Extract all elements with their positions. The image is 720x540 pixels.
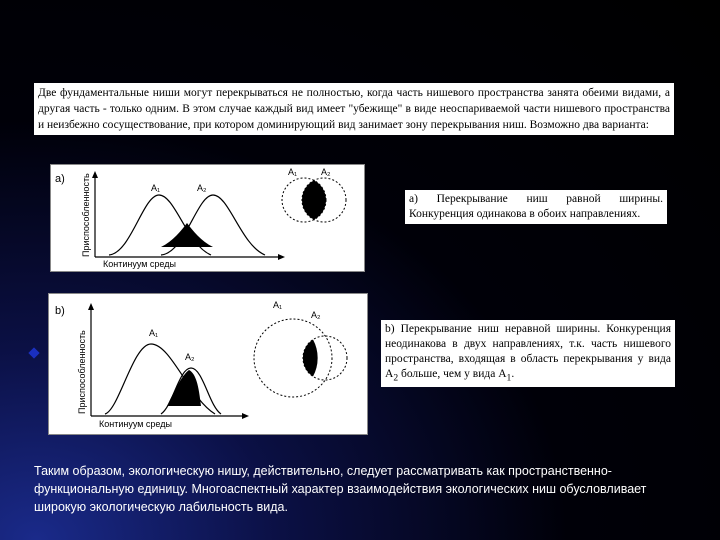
figure-b-description-sub2: 2 xyxy=(393,372,399,384)
venn-a2-label: A₂ xyxy=(321,167,331,177)
figure-b-description-middle: больше, чем у вида A xyxy=(398,368,507,380)
curve-a2-label: A₂ xyxy=(197,183,207,193)
venn-a2-label: A₂ xyxy=(311,310,321,320)
y-axis-arrow xyxy=(88,303,94,310)
conclusion-paragraph: Таким образом, экологическую нишу, действительно, следует рассматривать как пространственно-функциональную единицу. Многоаспектный характер взаимодействия экологических ниш обусловливает широкую экологическую лабильность вида. xyxy=(34,464,647,514)
venn-overlap xyxy=(303,340,318,377)
intro-paragraph: Две фундаментальные ниши могут перекрываться не полностью, когда часть нишевого пространства занята обеими видами, а другая часть - только одним. В этом случае каждый вид имеет "убежище" в виде неоспариваемой части нишевого пространства и неизбежно сосуществование, при котором доминирующий вид занимает зону перекрывания ниш. Возможно два варианта: xyxy=(34,83,674,135)
figure-b-label: b) xyxy=(55,305,65,317)
curve-a1-label: A₁ xyxy=(151,183,161,193)
figure-a-graph-panel xyxy=(50,164,365,272)
overlap-area xyxy=(161,223,213,247)
curve-a2-label: A₂ xyxy=(185,352,195,362)
x-axis-label: Континуум среды xyxy=(99,419,172,429)
x-axis-arrow xyxy=(278,254,285,260)
figure-b-description-prefix: b) Перекрывание ниш неравной ширины. Конкуренция неодинакова в двух направлениях, т.к. часть нишевого пространства, входящая в область перекрывания у вида A xyxy=(385,323,671,380)
bullet-marker xyxy=(28,347,39,358)
figure-b-description xyxy=(381,320,675,387)
figure-b-graph xyxy=(49,294,367,434)
figure-b-description-sub1: 1 xyxy=(506,372,512,384)
figure-b-description-suffix: . xyxy=(511,368,515,380)
y-axis-arrow xyxy=(92,171,98,178)
curve-a2 xyxy=(161,195,265,255)
figure-b-graph-panel xyxy=(48,293,368,435)
venn-circle-a1 xyxy=(254,319,332,397)
y-axis-label: Приспособленность xyxy=(77,330,87,414)
venn-a1-label: A₁ xyxy=(288,167,298,177)
y-axis-label: Приспособленность xyxy=(81,173,91,257)
figure-a-graph xyxy=(51,165,364,271)
x-axis-label: Континуум среды xyxy=(103,259,176,269)
figure-a-label: a) xyxy=(55,173,65,185)
venn-a1-label: A₁ xyxy=(273,300,283,310)
venn-overlap xyxy=(302,180,326,219)
overlap-area xyxy=(167,370,201,406)
figure-a-description: а) Перекрывание ниш равной ширины. Конкуренция одинакова в обоих направлениях. xyxy=(405,190,667,224)
curve-a1-label: A₁ xyxy=(149,328,159,338)
x-axis-arrow xyxy=(242,413,249,419)
